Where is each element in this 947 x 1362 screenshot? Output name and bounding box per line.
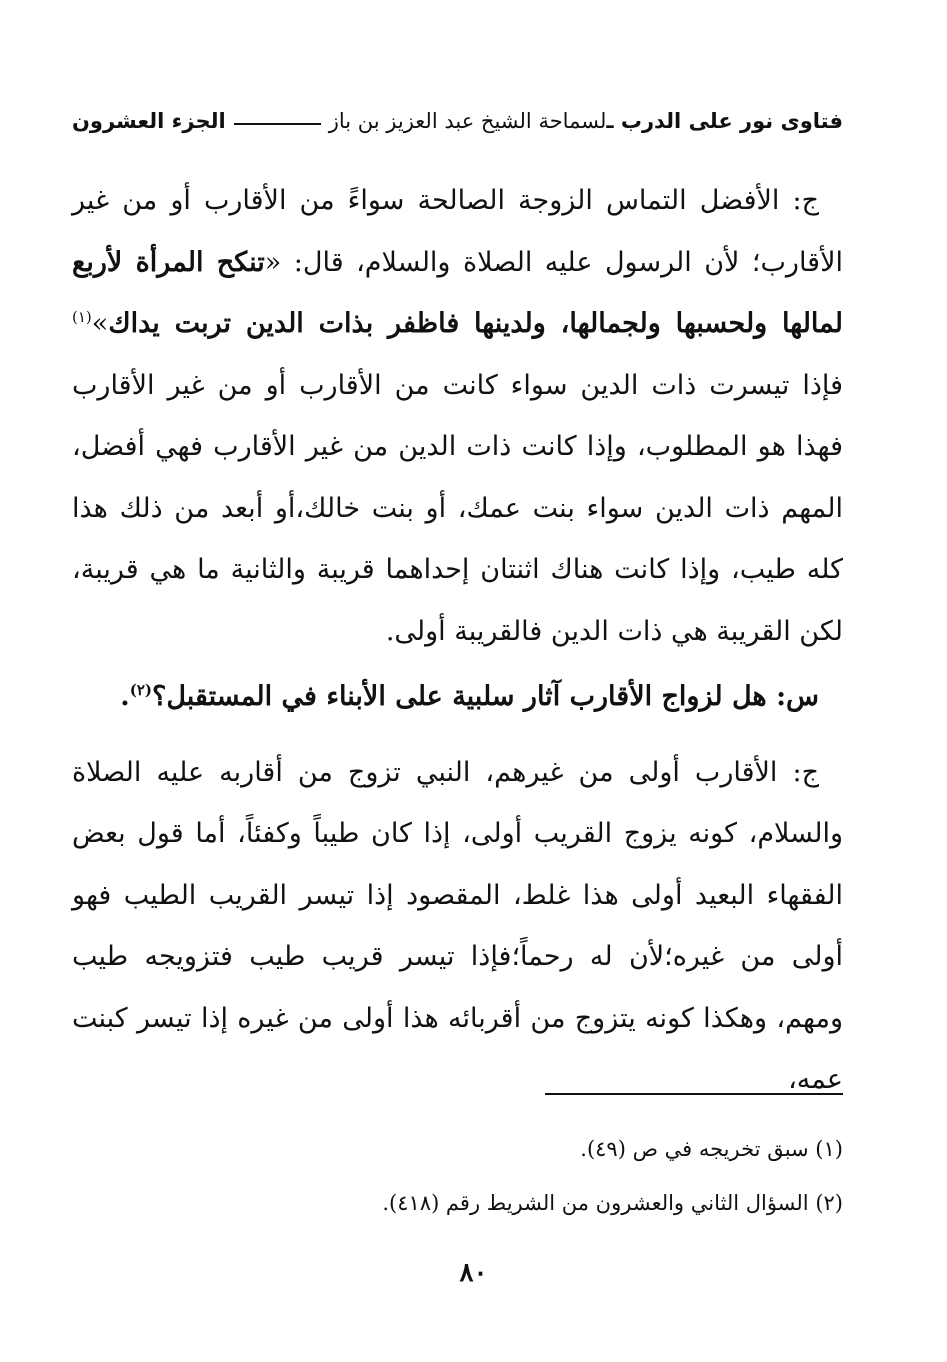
answer-paragraph-1 (72, 170, 843, 662)
page-number: ٨٠ (459, 1258, 488, 1288)
quote-close: » (91, 308, 109, 339)
volume-label: الجزء العشرون (72, 109, 226, 133)
footnotes (72, 1122, 843, 1230)
answer-1-intro: ج: الأفضل التماس الزوجة الصالحة سواءً من الأقارب أو من غير الأقارب؛ لأن الرسول عليه الصلاة والسلام، قال: « (72, 185, 843, 278)
footnote-separator (545, 1093, 843, 1095)
question-text: س: هل لزواج الأقارب آثار سلبية على الأبناء في المستقبل؟ (151, 681, 819, 712)
question-paragraph (72, 666, 843, 728)
body-text (72, 170, 843, 1111)
book-title: فتاوى نور على الدرب ـ (606, 109, 843, 133)
hadith-quote: تنكح المرأة لأربع لمالها ولحسبها ولجمالها، ولدينها فاظفر بذات الدين تربت يداك (72, 246, 843, 339)
running-header (72, 104, 843, 138)
footnote-2: (٢) السؤال الثاني والعشرون من الشريط رقم (٤١٨). (382, 1191, 843, 1215)
footnote-ref-2[interactable]: (٢) (129, 681, 152, 699)
answer-1-continuation: فإذا تيسرت ذات الدين سواء كانت من الأقارب أو من غير الأقارب فهذا هو المطلوب، وإذا كانت ذات الدين من غير الأقارب فهي أفضل، المهم ذات الدين سواء بنت عمك، أو بنت خالك،أو أبعد من ذلك هذا كله طيب، وإذا كانت هناك اثنتان إحداهما قريبة والثانية ما هي قريبة، لكن القريبة هي ذات الدين فالقريبة أولى. (72, 369, 843, 647)
footnote-ref-1[interactable]: (١) (72, 308, 92, 326)
header-rule (234, 123, 321, 125)
question-end: . (120, 681, 130, 712)
footnote-1: (١) سبق تخريجه في ص (٤٩). (580, 1137, 843, 1161)
author-line: لسماحة الشيخ عبد العزيز بن باز (328, 109, 607, 133)
answer-paragraph-2: ج: الأقارب أولى من غيرهم، النبي تزوج من أقاربه عليه الصلاة والسلام، كونه يزوج القريب أولى، إذا كان طيباً وكفئاً، أما قول بعض الفقهاء البعيد أولى هذا غلط، المقصود إذا تيسر القريب الطيب فهو أولى من غيره؛لأن له رحماً؛فإذا تيسر قريب طيب فتزويجه طيب ومهم، وهكذا كونه يتزوج من أقربائه هذا أولى من غيره إذا تيسر كبنت عمه، (72, 756, 843, 1095)
